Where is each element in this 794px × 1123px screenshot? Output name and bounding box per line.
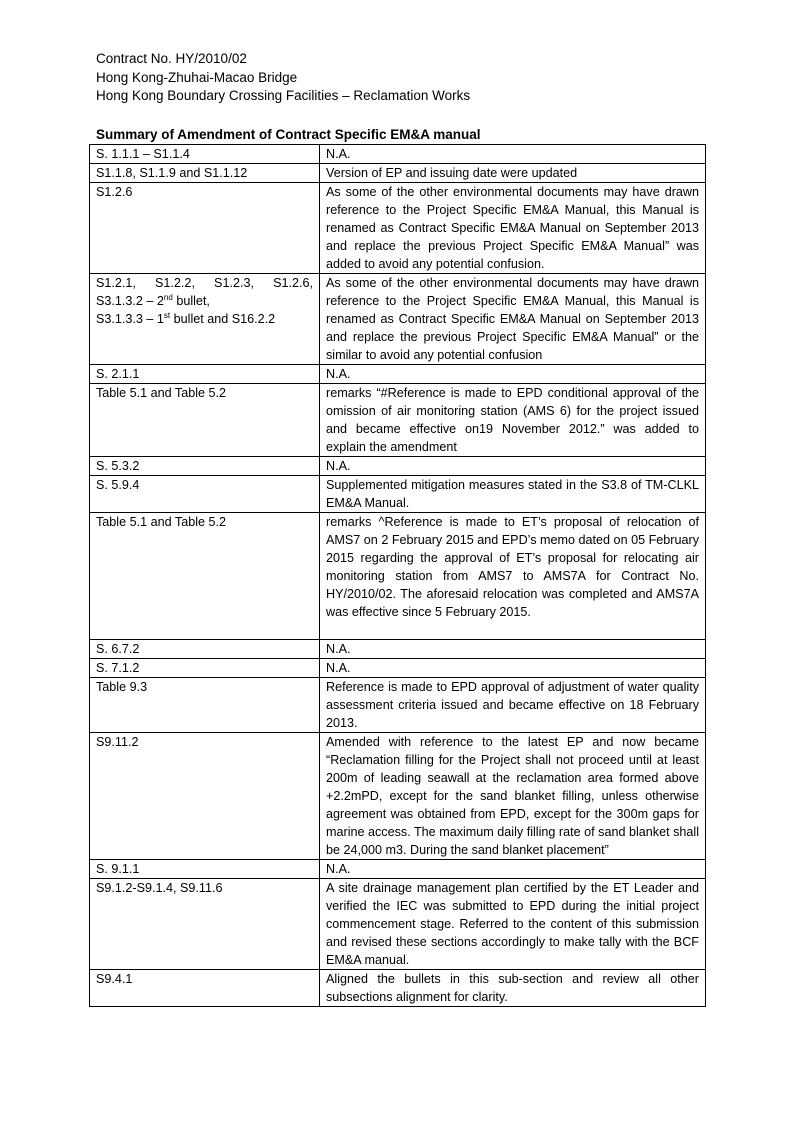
description-cell: As some of the other environmental documents may have drawn reference to the Project Specific EM&A Manual, this Manual is renamed as Contract Specific EM&A Manual on September 2013 and replace the previous Project Specific EM&A Manual” was added to avoid any potential confusion. [320, 183, 706, 274]
section-text: bullet, [172, 294, 210, 308]
section-cell: S9.4.1 [90, 970, 320, 1007]
description-cell: N.A. [320, 145, 706, 164]
summary-title: Summary of Amendment of Contract Specific EM&A manual [96, 127, 481, 142]
section-cell [90, 274, 320, 365]
description-cell: N.A. [320, 457, 706, 476]
table-row [90, 476, 706, 513]
table-row [90, 183, 706, 274]
works-name: Hong Kong Boundary Crossing Facilities – Reclamation Works [96, 88, 471, 103]
section-cell: S. 2.1.1 [90, 365, 320, 384]
ordinal-suffix: st [163, 310, 171, 320]
section-text: S3.1.3.3 – 1 [96, 312, 164, 326]
section-cell: S. 9.1.1 [90, 860, 320, 879]
project-name: Hong Kong-Zhuhai-Macao Bridge [96, 69, 298, 85]
description-cell: N.A. [320, 640, 706, 659]
description-cell: Amended with reference to the latest EP and now became “Reclamation filling for the Project shall not proceed until at least 200m of leading seawall at the reclamation area formed above +2.2mPD, except for the sand blanket filling, unless otherwise agreement was obtained from EPD, except for the 300m gaps for marine access. The maximum daily filling rate of sand blanket shall be 24,000 m3. During the sand blanket placement” [320, 733, 706, 860]
section-cell: S9.11.2 [90, 733, 320, 860]
description-cell: Supplemented mitigation measures stated in the S3.8 of TM-CLKL EM&A Manual. [320, 476, 706, 513]
table-row [90, 640, 706, 659]
contract-number: Contract No. HY/2010/02 [96, 51, 247, 66]
table-row [90, 513, 706, 640]
description-cell: Aligned the bullets in this sub-section and review all other subsections alignment for clarity. [320, 970, 706, 1007]
section-line [96, 292, 313, 310]
section-text: S3.1.3.2 – 2 [96, 294, 164, 308]
table-row [90, 274, 706, 365]
section-cell: S. 5.3.2 [90, 457, 320, 476]
description-cell: A site drainage management plan certified by the ET Leader and verified the IEC was submitted to EPD during the initial project commencement stage. Referred to the content of this submission and revised these sections accordingly to make tally with the BCF EM&A manual. [320, 879, 706, 970]
description-cell: N.A. [320, 860, 706, 879]
table-row [90, 879, 706, 970]
ordinal-suffix: nd [163, 292, 173, 302]
table-row [90, 145, 706, 164]
section-text: bullet and S16.2.2 [170, 312, 276, 326]
section-line [96, 310, 313, 328]
description-cell: N.A. [320, 659, 706, 678]
section-cell: S1.1.8, S1.1.9 and S1.1.12 [90, 164, 320, 183]
section-cell: Table 9.3 [90, 678, 320, 733]
description-cell: remarks “#Reference is made to EPD conditional approval of the omission of air monitoring station (AMS 6) for the project issued and became effective on19 November 2012.” was added to explain the amendment [320, 384, 706, 457]
table-row [90, 457, 706, 476]
table-row [90, 860, 706, 879]
section-cell: S. 5.9.4 [90, 476, 320, 513]
section-cell: Table 5.1 and Table 5.2 [90, 513, 320, 640]
description-cell: Reference is made to EPD approval of adjustment of water quality assessment criteria issued and became effective on 18 February 2013. [320, 678, 706, 733]
description-cell: As some of the other environmental documents may have drawn reference to the Project Specific EM&A Manual, this Manual is renamed as Contract Specific EM&A Manual on September 2013 and replace the previous Project Specific EM&A Manual” or the similar to avoid any potential confusion [320, 274, 706, 365]
table-row [90, 970, 706, 1007]
section-cell: S. 1.1.1 – S1.1.4 [90, 145, 320, 164]
section-cell: S. 6.7.2 [90, 640, 320, 659]
description-cell: Version of EP and issuing date were updated [320, 164, 706, 183]
table-row [90, 678, 706, 733]
section-cell: Table 5.1 and Table 5.2 [90, 384, 320, 457]
amendment-table [89, 144, 706, 1007]
table-row [90, 365, 706, 384]
section-cell: S1.2.6 [90, 183, 320, 274]
document-header [96, 50, 470, 106]
table-row [90, 659, 706, 678]
section-cell: S. 7.1.2 [90, 659, 320, 678]
table-row [90, 384, 706, 457]
table-row [90, 164, 706, 183]
description-cell: remarks ^Reference is made to ET’s proposal of relocation of AMS7 on 2 February 2015 and EPD’s memo dated on 05 February 2015 regarding the approval of ET’s proposal for relocating air monitoring station from AMS7 to AMS7A for Contract No. HY/2010/02. The aforesaid relocation was completed and AMS7A was effective since 5 February 2015. [320, 513, 706, 640]
section-cell: S9.1.2-S9.1.4, S9.11.6 [90, 879, 320, 970]
table-row [90, 733, 706, 860]
section-line: S1.2.1, S1.2.2, S1.2.3, S1.2.6, [96, 276, 313, 290]
description-cell: N.A. [320, 365, 706, 384]
